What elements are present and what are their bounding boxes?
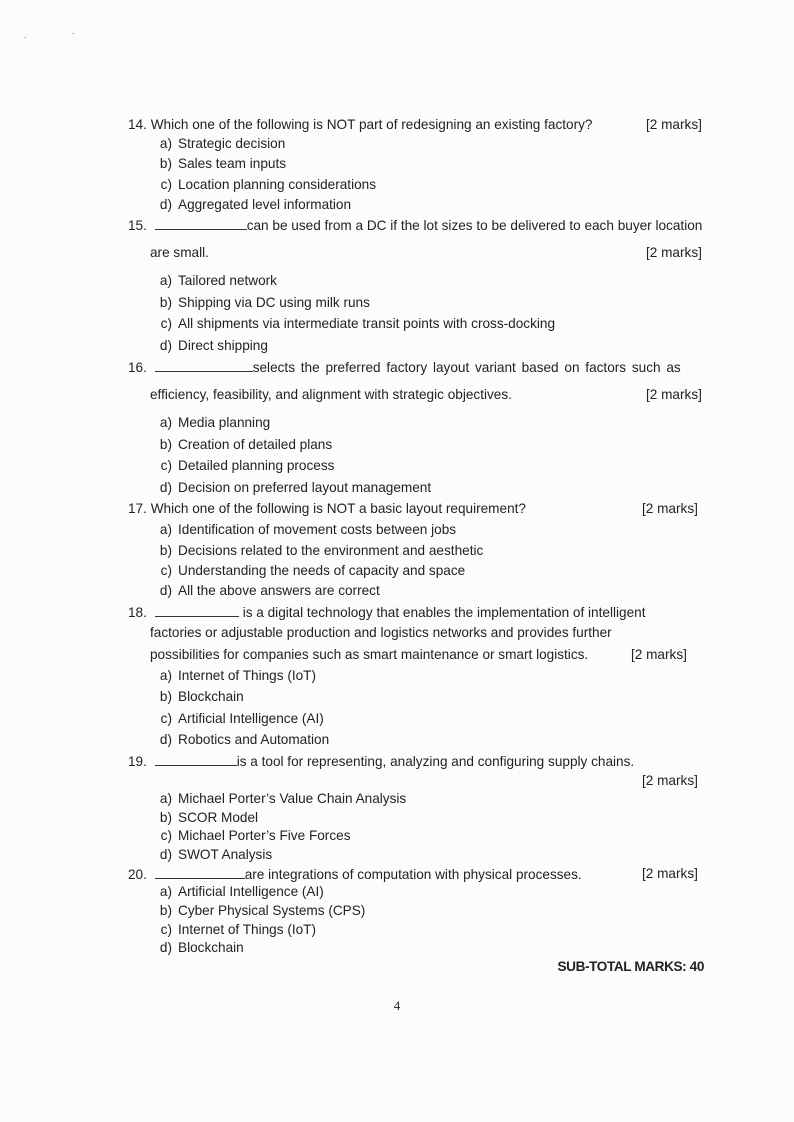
question-number: 20. (128, 867, 147, 882)
option-label: b) (159, 903, 172, 918)
option-a (148, 666, 316, 686)
option-text: Direct shipping (178, 338, 268, 353)
option-a (148, 789, 406, 809)
option-label: a) (159, 884, 172, 899)
option-text: Sales team inputs (178, 156, 287, 171)
option-label: d) (159, 732, 172, 747)
question-text-line3: possibilities for companies such as smart maintenance or smart logistics. (150, 647, 589, 662)
option-text: Detailed planning process (178, 458, 335, 473)
option-label: d) (159, 940, 172, 955)
option-c (148, 314, 555, 334)
question-number: 14. (128, 117, 147, 132)
option-label: c) (160, 563, 172, 578)
option-label: b) (159, 543, 172, 558)
answer-blank (155, 215, 247, 230)
page-number: 4 (393, 998, 401, 1013)
question-text: is a tool for representing, analyzing and configuring supply chains. (236, 754, 635, 769)
option-c (148, 826, 351, 846)
option-c (148, 456, 334, 476)
question-marks: [2 marks] (646, 245, 702, 260)
option-text: Internet of Things (IoT) (178, 922, 317, 937)
option-b (148, 435, 332, 455)
question-number: 16. (128, 360, 147, 375)
option-b (148, 808, 258, 828)
option-text: Cyber Physical Systems (CPS) (178, 903, 366, 918)
option-a (148, 134, 285, 154)
option-text: Shipping via DC using milk runs (178, 295, 370, 310)
option-label: c) (160, 177, 172, 192)
option-label: d) (159, 480, 172, 495)
question-text: can be used from a DC if the lot sizes to be delivered to each buyer location (246, 218, 703, 233)
option-text: Aggregated level information (178, 197, 352, 212)
option-b (148, 901, 365, 921)
question-14-stem (128, 115, 592, 135)
option-d (148, 478, 431, 498)
option-b (148, 541, 483, 561)
option-text: Artificial Intelligence (AI) (178, 884, 324, 899)
answer-blank (155, 751, 237, 766)
option-label: b) (159, 156, 172, 171)
question-text: Which one of the following is NOT a basic layout requirement? (150, 501, 526, 516)
option-text: Identification of movement costs between jobs (178, 522, 457, 537)
question-text: selects the preferred factory layout variant based on factors such as (252, 360, 681, 375)
option-label: c) (160, 458, 172, 473)
option-text: Michael Porter’s Five Forces (178, 828, 351, 843)
option-label: a) (159, 522, 172, 537)
answer-blank (155, 357, 253, 372)
question-number: 17. (128, 501, 147, 516)
question-marks: [2 marks] (646, 387, 702, 402)
option-text: Michael Porter’s Value Chain Analysis (178, 791, 407, 806)
question-text-line2: factories or adjustable production and logistics networks and provides further (150, 625, 612, 640)
option-label: b) (159, 437, 172, 452)
option-label: c) (160, 922, 172, 937)
option-text: Understanding the needs of capacity and space (178, 563, 466, 578)
question-19-stem (128, 751, 634, 772)
question-text: is a digital technology that enables the implementation of intelligent (242, 605, 646, 620)
option-text: SWOT Analysis (178, 847, 273, 862)
option-label: a) (159, 791, 172, 806)
question-marks: [2 marks] (646, 117, 702, 132)
option-b (148, 687, 244, 707)
option-d (148, 195, 351, 215)
question-marks: [2 marks] (631, 647, 687, 662)
option-b (148, 154, 286, 174)
option-b (148, 293, 370, 313)
option-label: c) (160, 316, 172, 331)
question-15-stem (128, 215, 702, 236)
option-label: a) (159, 668, 172, 683)
question-number: 15. (128, 218, 147, 233)
question-text-line2: are small. (150, 245, 209, 260)
option-label: b) (159, 295, 172, 310)
option-label: a) (159, 273, 172, 288)
question-18-stem (128, 602, 645, 623)
option-c (148, 920, 316, 940)
option-text: All the above answers are correct (178, 583, 380, 598)
option-label: c) (160, 828, 172, 843)
option-c (148, 175, 376, 195)
option-label: d) (159, 583, 172, 598)
question-17-stem (128, 499, 526, 519)
option-text: Strategic decision (178, 136, 286, 151)
option-text: Media planning (178, 415, 271, 430)
option-label: b) (159, 810, 172, 825)
option-text: Internet of Things (IoT) (178, 668, 317, 683)
question-16-stem (128, 357, 681, 378)
answer-blank (155, 602, 239, 617)
question-marks: [2 marks] (642, 773, 698, 788)
option-d (148, 845, 272, 865)
option-a (148, 882, 324, 902)
option-label: c) (160, 711, 172, 726)
option-a (148, 520, 456, 540)
option-label: a) (159, 415, 172, 430)
option-label: b) (159, 689, 172, 704)
question-marks: [2 marks] (642, 866, 698, 881)
option-c (148, 561, 465, 581)
question-number: 18. (128, 605, 147, 620)
option-text: Decisions related to the environment and aesthetic (178, 543, 484, 558)
question-text: are integrations of computation with physical processes. (244, 867, 582, 882)
option-d (148, 581, 380, 601)
option-text: Artificial Intelligence (AI) (178, 711, 324, 726)
option-d (148, 336, 268, 356)
option-text: Blockchain (178, 689, 244, 704)
question-text: Which one of the following is NOT part of redesigning an existing factory? (150, 117, 593, 132)
option-label: a) (159, 136, 172, 151)
option-label: d) (159, 338, 172, 353)
subtotal-marks: SUB-TOTAL MARKS: 40 (557, 959, 704, 974)
option-text: SCOR Model (178, 810, 259, 825)
option-text: All shipments via intermediate transit points with cross-docking (178, 316, 556, 331)
option-text: Robotics and Automation (178, 732, 330, 747)
scan-speck (24, 37, 26, 38)
option-a (148, 271, 277, 291)
option-text: Location planning considerations (178, 177, 377, 192)
option-text: Blockchain (178, 940, 244, 955)
option-label: d) (159, 197, 172, 212)
option-d (148, 938, 244, 958)
option-label: d) (159, 847, 172, 862)
question-number: 19. (128, 754, 147, 769)
option-text: Decision on preferred layout management (178, 480, 432, 495)
option-c (148, 709, 324, 729)
scan-speck (72, 33, 74, 34)
option-d (148, 730, 329, 750)
option-a (148, 413, 270, 433)
answer-blank (155, 864, 245, 879)
option-text: Tailored network (178, 273, 277, 288)
question-text-line2: efficiency, feasibility, and alignment with strategic objectives. (150, 387, 512, 402)
question-marks: [2 marks] (642, 501, 698, 516)
option-text: Creation of detailed plans (178, 437, 333, 452)
